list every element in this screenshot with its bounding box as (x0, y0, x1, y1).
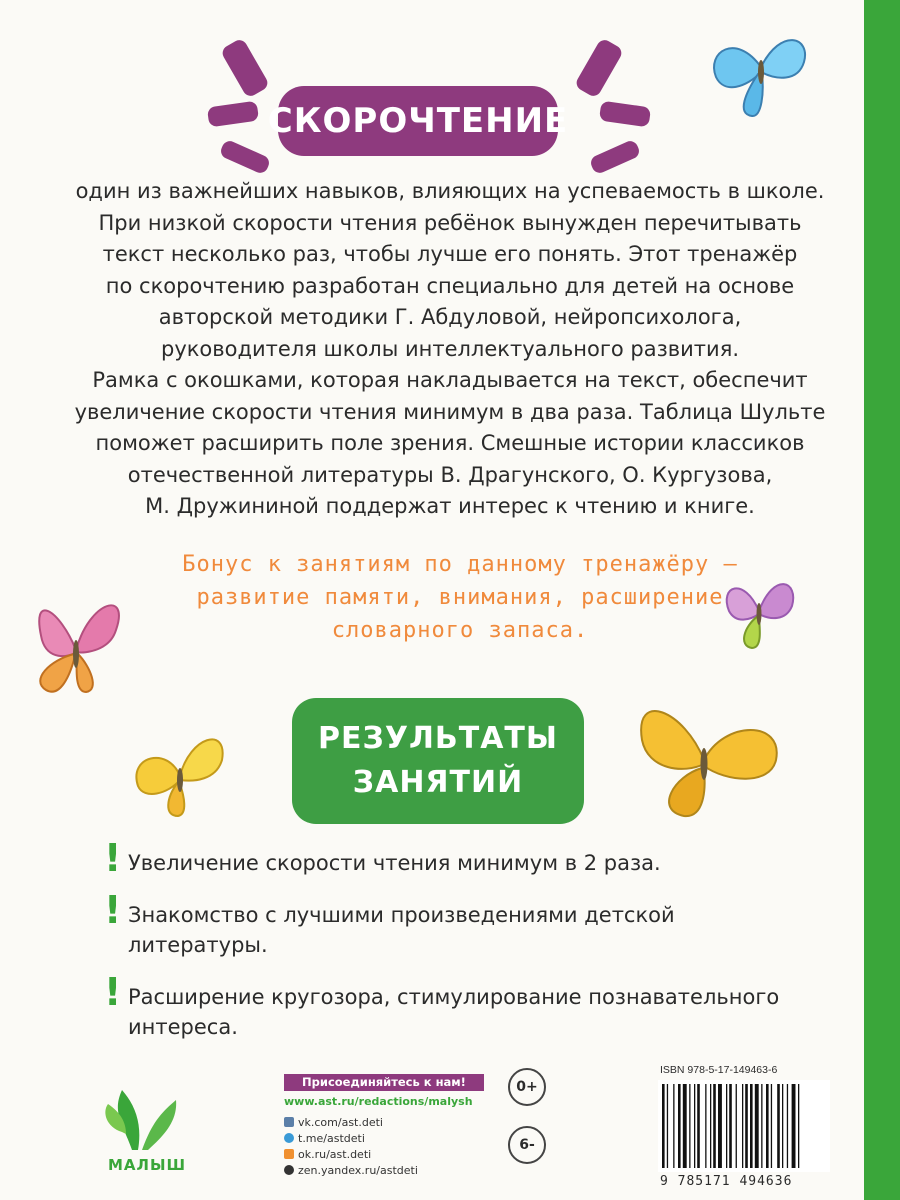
intro-line: авторской методики Г. Абдуловой, нейропсихолога, (158, 305, 742, 329)
age-rating-badge-2: 6- (508, 1126, 546, 1164)
intro-line: отечественной литературы В. Драгунского, О. Кургузова, (127, 462, 773, 487)
social-block (284, 1074, 484, 1178)
result-item (104, 836, 804, 880)
website-link[interactable]: www.ast.ru/redactions/malysh (284, 1095, 473, 1108)
social-link-text: zen.yandex.ru/astdeti (298, 1163, 418, 1177)
intro-line: При низкой скорости чтения ребёнок вынужден перечитывать (98, 210, 802, 235)
intro-line: по скорочтению разработан специально для детей на основе (105, 273, 795, 298)
results-title-line: ЗАНЯТИЙ (352, 765, 524, 800)
intro-text (60, 176, 840, 523)
result-item-text: Увеличение скорости чтения минимум в 2 раза. (128, 851, 661, 875)
bonus-text (100, 548, 820, 647)
social-link[interactable] (284, 1146, 484, 1162)
barcode-bar (667, 1084, 668, 1168)
barcode-bar (710, 1084, 711, 1168)
intro-line: руководителя школы интеллектуального развития. (160, 336, 739, 361)
exclamation-icon: ! (104, 888, 122, 932)
bonus-line: развитие памяти, внимания, расширение (196, 585, 724, 610)
age-rating-badge: 0+ (508, 1068, 546, 1106)
barcode-bar (771, 1084, 772, 1168)
result-item-text: Расширение кругозора, стимулирование познавательного интереса. (128, 985, 780, 1039)
isbn-label: ISBN 978-5-17-149463-6 (660, 1064, 778, 1076)
header-ray (219, 139, 272, 176)
barcode-bar (697, 1084, 700, 1168)
barcode-icon (658, 1080, 830, 1172)
barcode-bar (761, 1084, 762, 1168)
social-link[interactable] (284, 1162, 484, 1178)
intro-line: текст несколько раз, чтобы лучше его понять. Этот тренажёр (102, 242, 798, 266)
barcode-bar (782, 1084, 783, 1168)
header-ray (599, 101, 651, 128)
barcode-bar (777, 1084, 780, 1168)
publisher-logo (92, 1082, 202, 1178)
result-item-text: Знакомство с лучшими произведениями детской литературы. (128, 903, 675, 957)
blue-butterfly-icon (706, 22, 816, 122)
barcode-bar (705, 1084, 706, 1168)
barcode-bar (755, 1084, 759, 1168)
barcode-bar (662, 1084, 665, 1168)
result-item (104, 970, 804, 1042)
yellow-butterfly-icon (118, 716, 238, 820)
barcode-bar (683, 1084, 687, 1168)
barcode-bar (745, 1084, 748, 1168)
barcode-bar (729, 1084, 732, 1168)
social-link[interactable] (284, 1130, 484, 1146)
barcode-bar (742, 1084, 743, 1168)
social-link[interactable] (284, 1114, 484, 1130)
result-item (104, 888, 804, 960)
intro-line: увеличение скорости чтения минимум в два раза. Таблица Шульте (74, 399, 826, 424)
results-title (292, 698, 584, 824)
header-ray (574, 37, 625, 98)
intro-line: М. Дружининой поддержат интерес к чтению и книге. (145, 494, 755, 518)
bonus-line: словарного запаса. (331, 618, 589, 643)
barcode-bar (718, 1084, 722, 1168)
sprout-logo-icon (92, 1082, 202, 1152)
green-edge-strip (864, 0, 900, 1200)
results-title-line: РЕЗУЛЬТАТЫ (318, 721, 558, 756)
orange-butterfly-icon (614, 690, 794, 830)
exclamation-icon: ! (104, 970, 122, 1014)
barcode-bar (792, 1084, 796, 1168)
odnoklassniki-icon (284, 1149, 294, 1159)
join-label: Присоединяйтесь к нам! (284, 1074, 484, 1091)
header-title: СКОРОЧТЕНИЕ (278, 86, 558, 156)
barcode-bar (694, 1084, 695, 1168)
bonus-line: Бонус к занятиям по данному тренажёру — (182, 552, 738, 577)
social-link-text: ok.ru/ast.deti (298, 1147, 372, 1161)
telegram-icon (284, 1133, 294, 1143)
vk-icon (284, 1117, 294, 1127)
header-ray (589, 139, 642, 176)
social-link-text: t.me/astdeti (298, 1131, 365, 1145)
barcode-bar (713, 1084, 716, 1168)
barcode-bar (689, 1084, 690, 1168)
barcode-bar (736, 1084, 737, 1168)
intro-line: Рамка с окошками, которая накладывается на текст, обеспечит (92, 368, 808, 392)
social-link-text: vk.com/ast.deti (298, 1115, 383, 1129)
barcode-bar (787, 1084, 788, 1168)
barcode-bar (798, 1084, 799, 1168)
barcode-bar (673, 1084, 674, 1168)
header-ray (220, 37, 271, 98)
barcode-number: 9 785171 494636 (660, 1174, 793, 1189)
barcode-bar (750, 1084, 753, 1168)
results-list (104, 836, 804, 1064)
barcode-bar (678, 1084, 681, 1168)
publisher-name: МАЛЫШ (107, 1156, 187, 1174)
intro-line: один из важнейших навыков, влияющих на успеваемость в школе. (75, 179, 825, 203)
header-ray (207, 101, 259, 128)
barcode-bar (766, 1084, 769, 1168)
intro-line: поможет расширить поле зрения. Смешные истории классиков (95, 431, 805, 455)
barcode-bar (726, 1084, 727, 1168)
zen-icon (284, 1165, 294, 1175)
exclamation-icon: ! (104, 836, 122, 880)
